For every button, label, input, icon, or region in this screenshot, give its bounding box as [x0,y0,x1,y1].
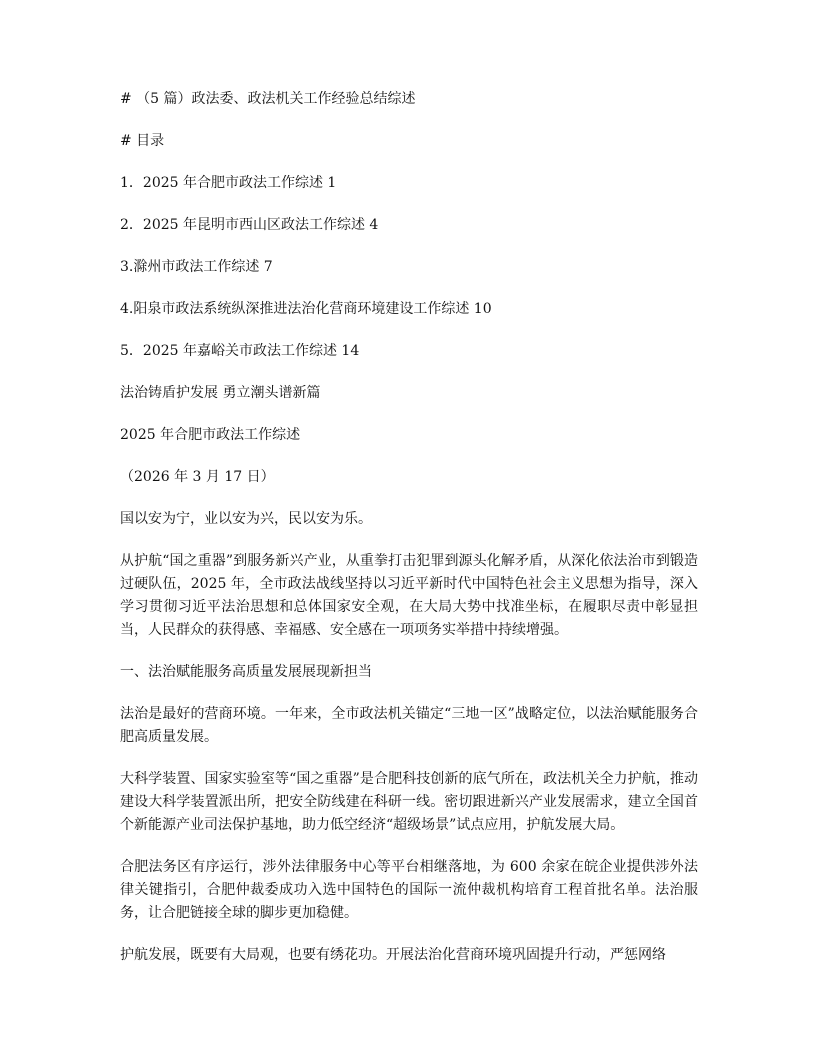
document-page [120,88,698,967]
article-headline: 法治铸盾护发展 勇立潮头谱新篇 [120,385,321,401]
toc-item: 1．2025 年合肥市政法工作综述 1 [120,175,337,191]
article-subtitle: 2025 年合肥市政法工作综述 [120,427,301,443]
section-heading: 一、法治赋能服务高质量发展展现新担当 [120,664,372,680]
toc-item: 3.滁州市政法工作综述 7 [120,259,273,275]
body-paragraph: 大科学装置、国家实验室等“国之重器”是合肥科技创新的底气所在，政法机关全力护航，推动建设大科学装置派出所，把安全防线建在科研一线。密切跟进新兴产业发展需求，建立全国首个新能源产业司法保护基地，助力低空经济“超级场景”试点应用，护航发展大局。 [120,771,698,833]
article-date: （2026 年 3 月 17 日） [120,469,275,485]
document-title: # （5 篇）政法委、政法机关工作经验总结综述 [120,91,416,107]
body-paragraph: 国以安为宁，业以安为兴，民以安为乐。 [120,511,372,527]
toc-item: 2．2025 年昆明市西山区政法工作综述 4 [120,217,379,233]
toc-item: 4.阳泉市政法系统纵深推进法治化营商环境建设工作综述 10 [120,301,492,317]
toc-item: 5．2025 年嘉峪关市政法工作综述 14 [120,343,360,359]
body-paragraph: 护航发展，既要有大局观，也要有绣花功。开展法治化营商环境巩固提升行动，严惩网络 [120,947,666,963]
body-paragraph: 法治是最好的营商环境。一年来，全市政法机关锚定“三地一区”战略定位，以法治赋能服务合肥高质量发展。 [120,706,698,745]
toc-heading: # 目录 [120,133,165,149]
body-paragraph: 从护航“国之重器”到服务新兴产业，从重拳打击犯罪到源头化解矛盾，从深化依法治市到锻造过硬队伍，2025 年，全市政法战线坚持以习近平新时代中国特色社会主义思想为指导，深入学习贯彻习近平法治思想和总体国家安全观，在大局大势中找准坐标，在履职尽责中彰显担当，人民群众的获得感、幸福感、安全感在一项项务实举措中持续增强。 [120,553,698,638]
body-paragraph: 合肥法务区有序运行，涉外法律服务中心等平台相继落地，为 600 余家在皖企业提供涉外法律关键指引，合肥仲裁委成功入选中国特色的国际一流仲裁机构培育工程首批名单。法治服务，让合肥链接全球的脚步更加稳健。 [120,859,698,921]
